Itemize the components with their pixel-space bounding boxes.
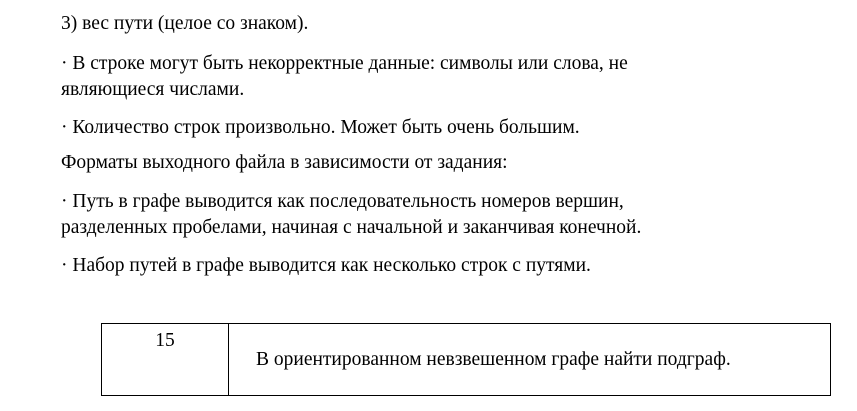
paragraph-output-formats xyxy=(61,150,508,176)
table-row xyxy=(102,324,831,396)
text-line: · В строке могут быть некорректные данные: символы или слова, не xyxy=(61,53,628,74)
task-number: 15 xyxy=(155,330,175,351)
paragraph-path-weight xyxy=(61,11,308,37)
text-line: 3) вес пути (целое со знаком). xyxy=(61,13,309,34)
text-line: · Количество строк произвольно. Может быть очень большим. xyxy=(61,117,580,138)
task-description: В ориентированном невзвешенном графе найти подграф. xyxy=(256,348,731,370)
paragraph-path-output xyxy=(61,189,641,241)
paragraph-incorrect-data xyxy=(61,51,628,103)
text-line: · Путь в графе выводится как последовательность номеров вершин, xyxy=(61,191,624,212)
text-line: · Набор путей в графе выводится как несколько строк с путями. xyxy=(61,255,591,276)
task-number-cell xyxy=(102,324,229,396)
task-description-cell xyxy=(229,324,831,396)
paragraph-line-count xyxy=(61,115,580,141)
paragraph-paths-set-output xyxy=(61,253,591,279)
text-line: Форматы выходного файла в зависимости от задания: xyxy=(61,152,508,173)
text-line: разделенных пробелами, начиная с начальной и заканчивая конечной. xyxy=(61,217,642,238)
task-table xyxy=(101,323,831,396)
text-line: являющиеся числами. xyxy=(61,79,245,100)
